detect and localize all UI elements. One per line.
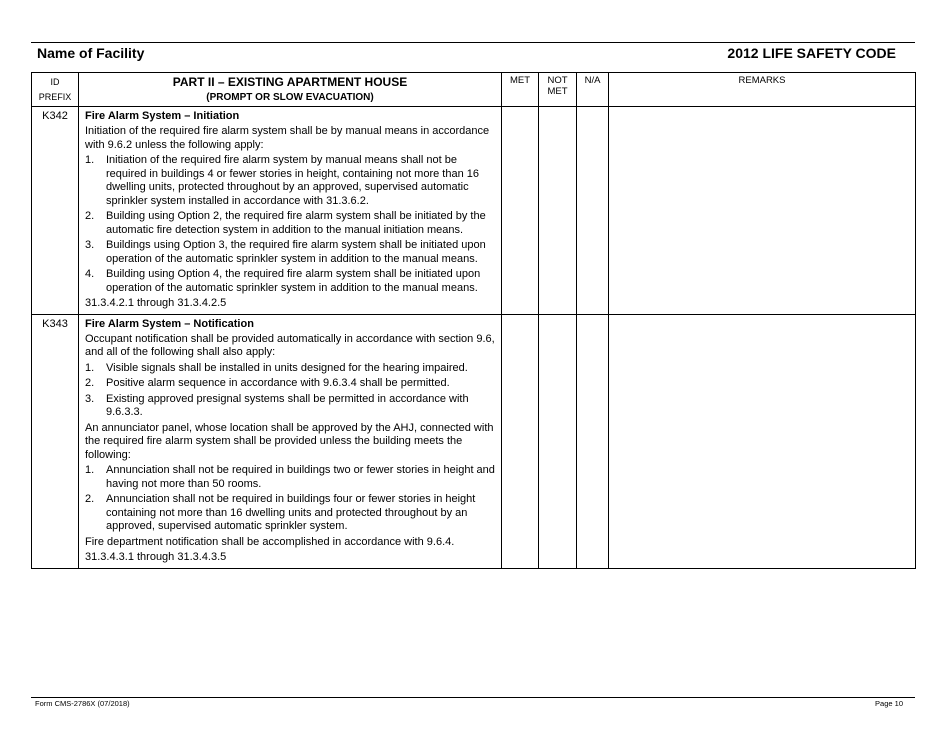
part-subtitle: (PROMPT OR SLOW EVACUATION)	[206, 92, 374, 103]
row-id: K343	[32, 314, 79, 568]
item-number: 2.	[85, 493, 95, 505]
not-met-header	[539, 73, 577, 107]
item-text: Annunciation shall not be required in buildings four or fewer stories in height containing not more than 16 dwelling units and protected throughout by an approved, supervised automatic sprinkler system.	[106, 493, 476, 532]
item-number: 1.	[85, 154, 95, 166]
row-content	[79, 314, 502, 568]
prefix-header: PREFIX	[38, 92, 72, 102]
remarks-cell[interactable]	[609, 314, 916, 568]
remarks-header: REMARKS	[609, 73, 916, 107]
item-number: 2.	[85, 210, 95, 222]
id-prefix-header	[32, 73, 79, 107]
not-met-cell[interactable]	[539, 107, 577, 315]
header-rule	[31, 42, 915, 43]
item-number: 1.	[85, 361, 95, 374]
form-number: Form CMS-2786X (07/2018)	[35, 699, 130, 708]
list-item	[85, 464, 495, 491]
list-item	[85, 268, 495, 295]
footer-rule	[31, 697, 915, 698]
not-met-line2: MET	[547, 86, 568, 97]
part-header	[79, 73, 502, 107]
met-cell[interactable]	[502, 314, 539, 568]
item-text: Visible signals shall be installed in units designed for the hearing impaired.	[106, 361, 468, 374]
page-number: Page 10	[875, 699, 903, 708]
na-cell[interactable]	[577, 107, 609, 315]
code-title: 2012 LIFE SAFETY CODE	[727, 45, 896, 61]
row-intro: Occupant notification shall be provided automatically in accordance with section 9.6, and all of the following shall also apply:	[85, 332, 495, 358]
survey-table	[31, 72, 916, 569]
list-item	[85, 362, 495, 376]
list-item	[85, 377, 495, 391]
item-text: Annunciation shall not be required in buildings two or fewer stories in height and having not more than 50 rooms.	[106, 464, 495, 490]
item-number: 4.	[85, 268, 95, 280]
item-text: Building using Option 4, the required fire alarm system shall be initiated upon operation of the automatic sprinkler system in addition to the manual means.	[106, 268, 481, 294]
item-number: 3.	[85, 392, 95, 405]
list-item	[85, 393, 495, 420]
table-row-k342	[32, 107, 916, 315]
row-intro: Initiation of the required fire alarm system shall be by manual means in accordance with 9.6.2 unless the following apply:	[85, 125, 490, 151]
item-text: Initiation of the required fire alarm system by manual means shall not be required in buildings 4 or fewer stories in height, containing not more than 16 dwelling units, protected throughout by an approved, supervised automatic sprinkler system installed in accordance with 31.3.6.2.	[106, 154, 480, 207]
list-item	[85, 210, 495, 237]
item-number: 2.	[85, 377, 95, 389]
facility-name-label: Name of Facility	[37, 45, 145, 61]
not-met-line1: NOT	[547, 75, 568, 86]
item-number: 3.	[85, 239, 95, 251]
met-header: MET	[502, 73, 539, 107]
table-row-k343	[32, 314, 916, 568]
row-reference: 31.3.4.3.1 through 31.3.4.3.5	[85, 551, 227, 563]
row-id: K342	[32, 107, 79, 315]
item-text: Positive alarm sequence in accordance with 9.6.3.4 shall be permitted.	[106, 377, 450, 389]
id-header: ID	[50, 77, 60, 87]
row-paragraph: Fire department notification shall be accomplished in accordance with 9.6.4.	[85, 535, 455, 548]
row-title: Fire Alarm System – Notification	[85, 317, 254, 330]
list-item	[85, 493, 495, 534]
met-cell[interactable]	[502, 107, 539, 315]
item-text: Buildings using Option 3, the required fire alarm system shall be initiated upon operation of the automatic sprinkler system in addition to the manual means.	[106, 239, 486, 265]
remarks-cell[interactable]	[609, 107, 916, 315]
row-content	[79, 107, 502, 315]
item-text: Existing approved presignal systems shall be permitted in accordance with 9.6.3.3.	[106, 392, 469, 418]
list-item	[85, 239, 495, 266]
row-paragraph: An annunciator panel, whose location shall be approved by the AHJ, connected with the required fire alarm system shall be provided unless the building meets the following:	[85, 421, 494, 461]
part-title: PART II – EXISTING APARTMENT HOUSE	[172, 75, 408, 89]
item-text: Building using Option 2, the required fire alarm system shall be initiated by the automatic fire detection system in addition to the manual initiation means.	[106, 210, 486, 236]
na-cell[interactable]	[577, 314, 609, 568]
not-met-cell[interactable]	[539, 314, 577, 568]
na-header: N/A	[577, 73, 609, 107]
list-item	[85, 154, 495, 208]
row-title: Fire Alarm System – Initiation	[85, 110, 240, 122]
row-reference: 31.3.4.2.1 through 31.3.4.2.5	[85, 297, 227, 309]
table-header-row	[32, 73, 916, 107]
item-number: 1.	[85, 464, 95, 476]
